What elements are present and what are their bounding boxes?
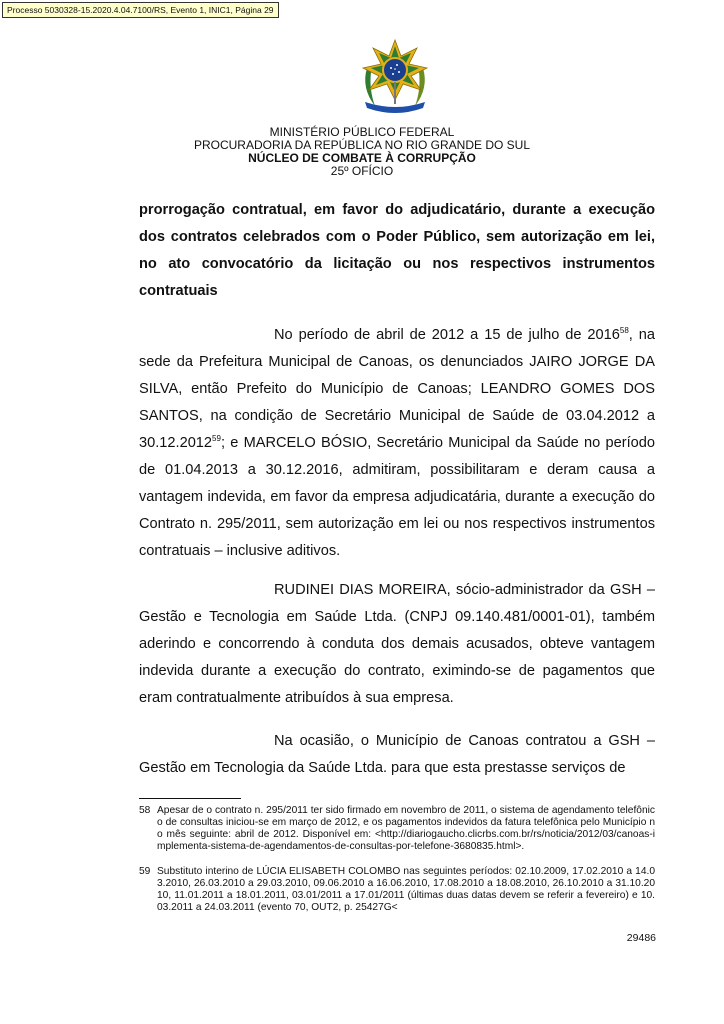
paragraph-1-part-b: , na sede da Prefeitura Municipal de Canoas, os denunciados JAIRO JORGE DA SILVA, então Prefeito do Município de Canoas; LEANDRO GOMES DOS SANTOS, na condição de Secretário Municipal de Saúde de 03.04.2012 a 30.12.2012	[139, 327, 656, 451]
paragraph-1-part-c: ; e MARCELO BÓSIO, Secretário Municipal da Saúde no período de 01.04.2013 a 30.12.2016, admitiram, possibilitaram e deram causa a vantagem indevida, em favor da empresa adjudicatária, durante a execução do Contrato n. 295/2011, sem autorização em lei ou nos respectivos instrumentos contratuais – inclusive aditivos.	[139, 435, 655, 559]
section-heading-block	[139, 197, 655, 305]
footnote-separator	[139, 798, 241, 799]
page-number: 29486	[626, 932, 656, 944]
section-heading: prorrogação contratual, em favor do adjudicatário, durante a execução dos contratos celebrados com o Poder Público, sem autorização em lei, no ato convocatório da licitação ou nos respectivos instrumentos contratuais	[139, 202, 655, 299]
footnote-58-text: Apesar de o contrato n. 295/2011 ter sido firmado em novembro de 2011, o sistema de agendamento telefônico de consultas iniciou-se em março de 2012, e os pagamentos indevidos da fatura telefônica pelo Município no mês seguinte: abril de 2012. Disponível em: <http://diariogaucho.clicrbs.com.br/rs/noticia/2012/03/canoas-implementa-sistema-de-agendamentos-de-consultas-por-telefone-3680835.html>.	[157, 805, 655, 852]
paragraph-2: RUDINEI DIAS MOREIRA, sócio-administrador da GSH – Gestão e Tecnologia em Saúde Ltda. (CNPJ 09.140.481/0001-01), também aderindo e concorrendo à conduta dos demais acusados, obteve vantagem indevida durante a execução do contrato, eximindo-se de pagamentos que eram contratualmente atribuídos à sua empresa.	[139, 582, 655, 706]
paragraph-3-block	[139, 728, 655, 782]
footnote-58-number: 58	[139, 805, 151, 816]
header-ministry: MINISTÉRIO PÚBLICO FEDERAL	[269, 125, 455, 139]
paragraph-2-block	[139, 577, 655, 712]
document-header	[0, 126, 724, 178]
footnote-59-text: Substituto interino de LÚCIA ELISABETH COLOMBO nas seguintes períodos: 02.10.2009, 17.02.2010 a 14.03.2010, 26.03.2010 a 29.03.2010, 09.06.2010 a 16.06.2010, 17.08.2010 a 18.08.2010, 26.10.2010 a 31.10.2010, 11.01.2011 a 18.01.2011, 03.01/2011 a 17.01/2011 (últimas duas datas devem se referir a fevereiro) e 10.03.2011 a 24.03.2011 (evento 70, OUT2, p. 25427G<	[157, 866, 655, 913]
process-stamp: Processo 5030328-15.2020.4.04.7100/RS, Evento 1, INIC1, Página 29	[2, 2, 279, 18]
paragraph-1-part-a: No período de abril de 2012 a 15 de julho de 2016	[274, 327, 620, 343]
footnote-ref-59[interactable]: 59	[212, 434, 221, 443]
footnote-59	[139, 866, 655, 914]
footnote-59-number: 59	[139, 866, 151, 877]
header-oficio: 25º OFÍCIO	[330, 164, 394, 178]
header-procuradoria: PROCURADORIA DA REPÚBLICA NO RIO GRANDE DO SUL	[193, 138, 531, 152]
brazil-coat-of-arms-icon	[357, 38, 433, 118]
paragraph-1	[139, 322, 655, 565]
header-nucleo: NÚCLEO DE COMBATE À CORRUPÇÃO	[248, 151, 476, 165]
footnote-ref-58[interactable]: 58	[619, 326, 629, 335]
paragraph-3: Na ocasião, o Município de Canoas contratou a GSH – Gestão em Tecnologia da Saúde Ltda. para que esta prestasse serviços de	[139, 733, 655, 776]
footnote-58	[139, 805, 655, 853]
